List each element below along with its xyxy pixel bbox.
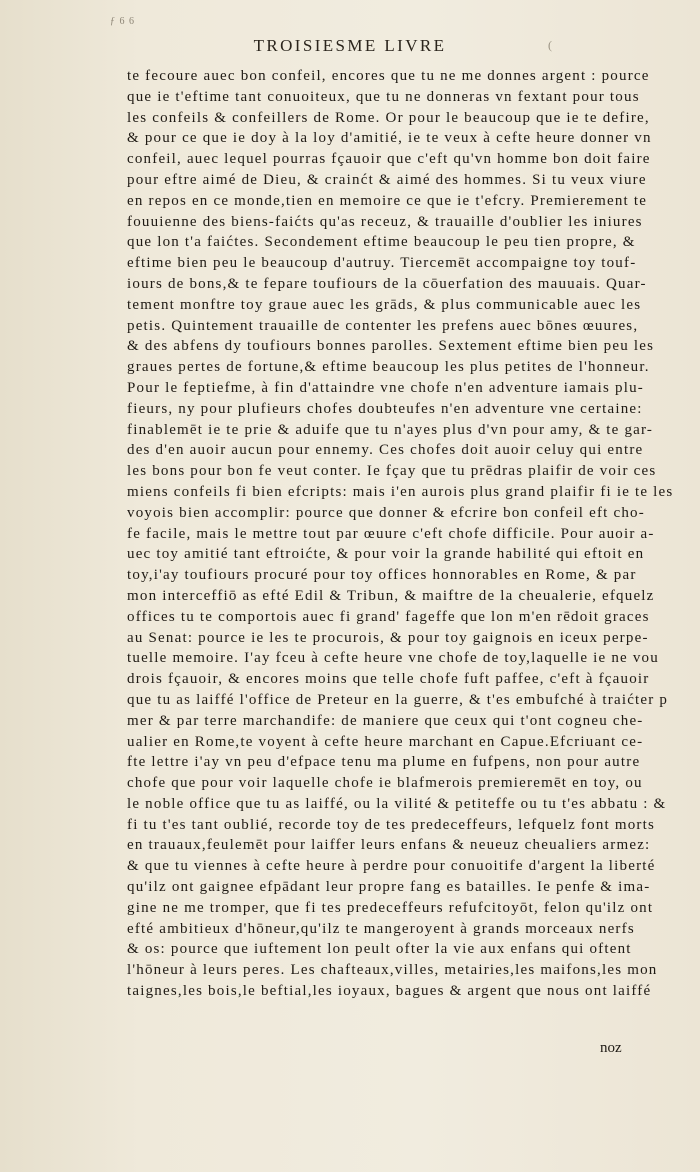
text-line: iours de bons,& te fepare toufiours de la cōuerfation des mauuais. Quar- [127, 275, 647, 292]
text-line: le noble office que tu as laiffé, ou la vilité & petiteffe ou tu t'es abbatu : & [127, 795, 667, 812]
text-line: miens confeils fi bien efcripts: mais i'en aurois plus grand plaifir fi ie te les [127, 483, 674, 500]
text-line: graues pertes de fortune,& eftime beaucoup les plus petites de l'honneur. [127, 359, 650, 376]
text-line: voyois bien accomplir: pource que donner & efcrire bon confeil eft cho- [127, 504, 645, 521]
text-line: mer & par terre marchandife: de maniere que ceux qui t'ont cogneu che- [127, 712, 644, 729]
folio-number: ƒ 6 6 [110, 16, 135, 27]
margin-mark: ( [548, 38, 552, 52]
body-text [127, 66, 676, 1002]
text-line: en repos en ce monde,tien en memoire ce que ie t'efcry. Premierement te [127, 192, 648, 209]
text-line: offices tu te comportois auec fi grand' fageffe que lon m'en rēdoit graces [127, 608, 650, 625]
text-line: tement monftre toy graue auec les grāds, & plus communicable auec les [127, 296, 642, 313]
text-line: petis. Quintement trauaille de contenter les prefens auec bōnes œuures, [127, 317, 639, 334]
text-line: qu'ilz ont gaignee efpādant leur propre fang es batailles. Ie penfe & ima- [127, 879, 651, 896]
text-line: l'hōneur à leurs peres. Les chafteaux,villes, metairies,les maifons,les mon [127, 962, 658, 979]
text-line: ualier en Rome,te voyent à cefte heure marchant en Capue.Efcriuant ce- [127, 733, 644, 750]
text-line: & des abfens dy toufiours bonnes parolles. Sextement eftime bien peu les [127, 338, 655, 355]
text-line: te fecoure auec bon confeil, encores que tu ne me donnes argent : pource [127, 68, 650, 84]
text-line: les bons pour bon fe veut conter. Ie fçay que tu prēdras plaifir de voir ces [127, 463, 657, 480]
text-line: au Senat: pource ie les te procurois, & pour toy gaignois en iceux perpe- [127, 629, 649, 646]
text-line: fouuienne des biens-faićts qu'as receuz, & trauaille d'oublier les iniures [127, 213, 643, 230]
text-line: gine ne me tromper, que fi tes predeceffeurs refufcitoyōt, felon qu'ilz ont [127, 899, 654, 916]
text-line: les confeils & confeillers de Rome. Or pour le beaucoup que ie te defire, [127, 109, 650, 126]
text-line: mon interceffiō as efté Edil & Tribun, & maiftre de la cheualerie, efquelz [127, 587, 655, 604]
text-line: fte lettre i'ay vn peu d'efpace tenu ma plume en fufpens, non pour autre [127, 754, 641, 771]
running-head: TROISIESME LIVRE [253, 36, 447, 55]
text-line: tuelle memoire. I'ay fceu à cefte heure vne chofe de toy,laquelle ie ne vou [127, 650, 659, 667]
catchword: noz [600, 1040, 622, 1056]
text-line: en trauaux,feulemēt pour laiffer leurs enfans & neueuz cheualiers armez: [127, 837, 651, 854]
text-line: confeil, auec lequel pourras fçauoir que c'eft qu'vn homme bon doit faire [127, 151, 651, 168]
text-line: taignes,les bois,le beftial,les ioyaux, bagues & argent que nous ont laiffé [127, 983, 652, 1000]
text-line: & que tu viennes à cefte heure à perdre pour conuoitife d'argent la liberté [127, 858, 656, 875]
text-line: eftime bien peu le beaucoup d'autruy. Tiercemēt accompaigne toy touf- [127, 255, 637, 272]
text-line: fe facile, mais le mettre tout par œuure c'eft chofe difficile. Pour auoir a- [127, 525, 655, 542]
text-line: & os: pource que iuftement lon peult ofter la vie aux enfans qui oftent [127, 941, 632, 958]
text-line: fi tu t'es tant oublié, recorde toy de tes predeceffeurs, lefquelz font morts [127, 816, 656, 833]
text-line: drois fçauoir, & encores moins que telle chofe fuft paffee, c'eft à fçauoir [127, 671, 650, 688]
text-line: & pour ce que ie doy à la loy d'amitié, ie te veux à cefte heure donner vn [127, 130, 652, 147]
text-line: que lon t'a faićtes. Secondement eftime beaucoup le peu tien propre, & [127, 234, 636, 251]
text-line: finablemēt ie te prie & aduife que tu n'ayes plus d'vn pour amy, & te gar- [127, 421, 654, 438]
text-line: que tu as laiffé l'office de Preteur en la guerre, & t'es embufché à traićter p [127, 691, 669, 708]
text-line: que ie t'eftime tant conuoiteux, que tu ne donneras vn fextant pour tous [127, 88, 640, 105]
text-line: pour eftre aimé de Dieu, & crainćt & aimé des hommes. Si tu veux viure [127, 171, 647, 188]
text-line: efté ambitieux d'hōneur,qu'ilz te mangeroyent à grands morceaux nerfs [127, 920, 635, 937]
text-line: uec toy amitié tant eftroićte, & pour voir la grande habilité qui eftoit en [127, 546, 645, 563]
text-line: chofe que pour voir laquelle chofe ie blafmerois premieremēt en toy, ou [127, 775, 643, 792]
text-line: des d'en auoir aucun pour ennemy. Ces chofes doit auoir celuy qui entre [127, 442, 644, 459]
text-line: fieurs, ny pour plufieurs chofes doubteufes n'en adventure vne certaine: [127, 400, 643, 417]
text-line: toy,i'ay toufiours procuré pour toy offices honnorables en Rome, & par [127, 567, 637, 584]
text-line: Pour le feptiefme, à fin d'attaindre vne chofe n'en adventure iamais plu- [127, 379, 645, 396]
